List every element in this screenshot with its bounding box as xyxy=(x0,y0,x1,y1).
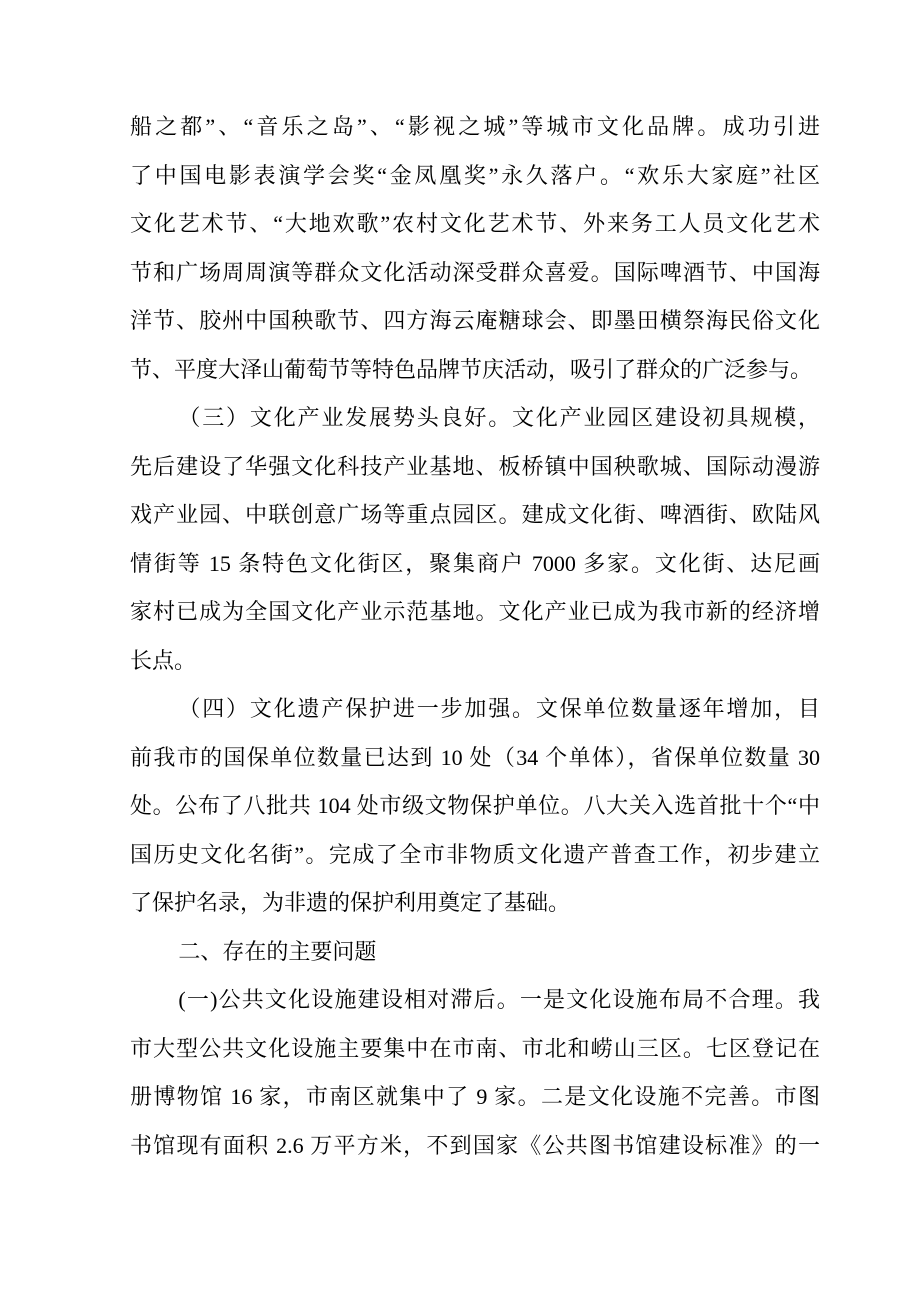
text-line: 节和广场周周演等群众文化活动深受群众喜爱。国际啤酒节、中国海 xyxy=(130,259,820,285)
text-line: 了中国电影表演学会奖“金凤凰奖”永久落户。“欢乐大家庭”社区 xyxy=(130,162,820,188)
text-line: （四）文化遗产保护进一步加强。文保单位数量逐年增加，目 xyxy=(178,696,820,721)
text-line: 前我市的国保单位数量已达到 10 处（34 个单体），省保单位数量 30 xyxy=(130,744,820,770)
text-line: 市大型公共文化设施主要集中在市南、市北和崂山三区。七区登记在 xyxy=(130,1035,820,1061)
text-line: 家村已成为全国文化产业示范基地。文化产业已成为我市新的经济增 xyxy=(130,599,820,624)
text-line: (一)公共文化设施建设相对滞后。一是文化设施布局不合理。我 xyxy=(178,987,820,1012)
text-line: 长点。 xyxy=(130,647,197,673)
text-line: 文化艺术节、“大地欢歌”农村文化艺术节、外来务工人员文化艺术 xyxy=(130,211,820,236)
text-line: 节、平度大泽山葡萄节等特色品牌节庆活动，吸引了群众的广泛参与。 xyxy=(130,356,813,382)
text-line: 处。公布了八批共 104 处市级文物保护单位。八大关入选首批十个“中 xyxy=(130,793,820,818)
text-line: 戏产业园、中联创意广场等重点园区。建成文化街、啤酒街、欧陆风 xyxy=(130,502,820,527)
text-line: 洋节、胶州中国秧歌节、四方海云庵糖球会、即墨田横祭海民俗文化 xyxy=(130,308,820,333)
text-line: 书馆现有面积 2.6 万平方米，不到国家《公共图书馆建设标准》的一 xyxy=(130,1132,820,1158)
text-line: 情街等 15 条特色文化街区，聚集商户 7000 多家。文化街、达尼画 xyxy=(130,550,820,576)
document-body xyxy=(130,103,820,1170)
text-line: 二、存在的主要问题 xyxy=(178,938,377,964)
text-line: 国历史文化名街”。完成了全市非物质文化遗产普查工作，初步建立 xyxy=(130,841,820,867)
text-line: 了保护名录，为非遗的保护利用奠定了基础。 xyxy=(130,890,571,915)
text-line: 先后建设了华强文化科技产业基地、板桥镇中国秧歌城、国际动漫游 xyxy=(130,453,820,479)
text-line: 册博物馆 16 家，市南区就集中了 9 家。二是文化设施不完善。市图 xyxy=(130,1084,820,1109)
text-line: （三）文化产业发展势头良好。文化产业园区建设初具规模， xyxy=(178,405,820,430)
text-line: 船之都”、“音乐之岛”、“影视之城”等城市文化品牌。成功引进 xyxy=(130,114,820,139)
